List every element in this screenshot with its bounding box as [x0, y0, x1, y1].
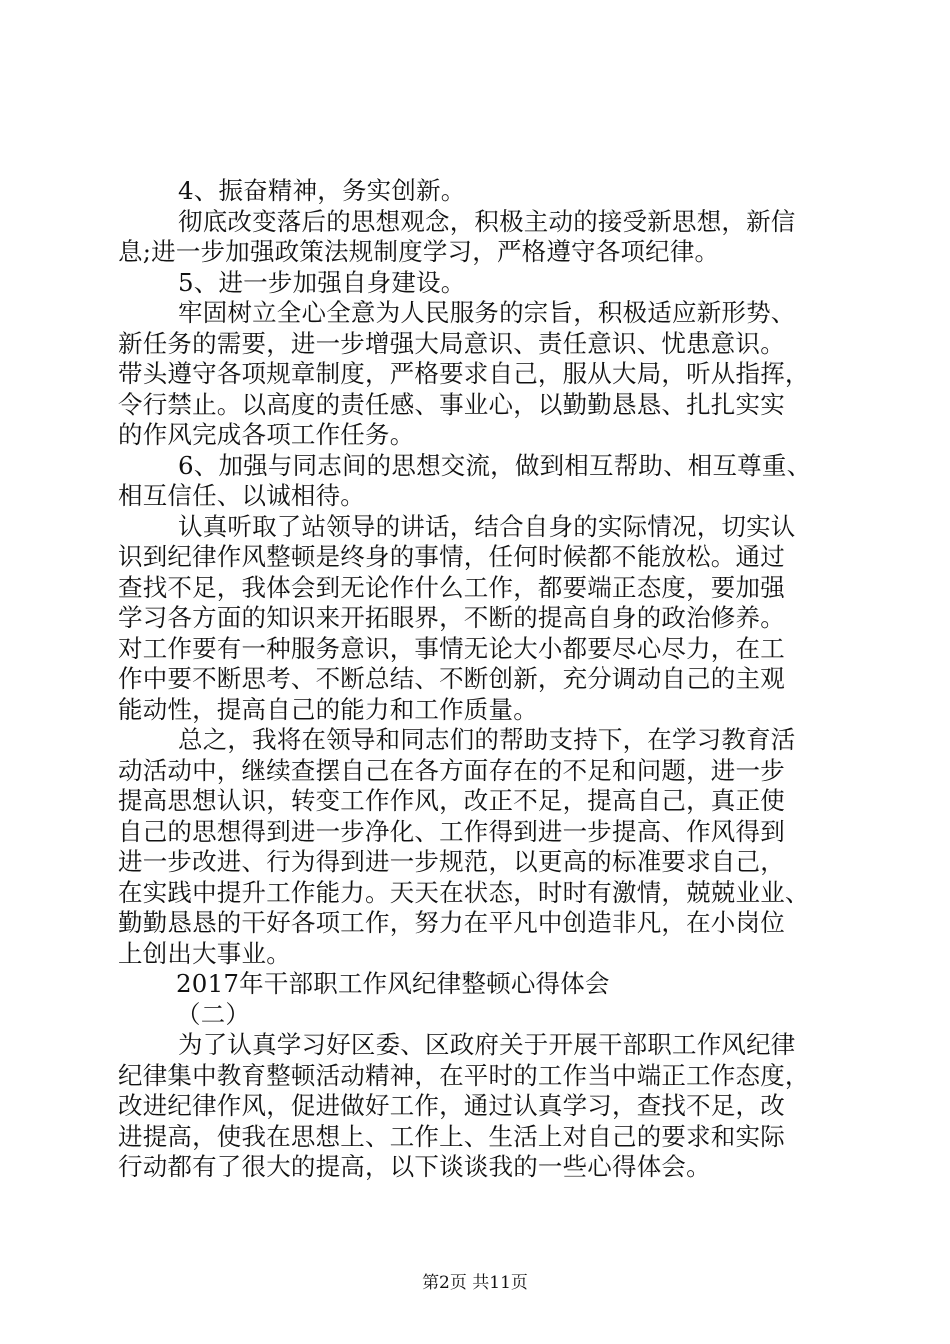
- paragraph-line: 为了认真学习好区委、区政府关于开展干部职工作风纪律: [178, 1030, 796, 1059]
- paragraph-line: 纪律集中教育整顿活动精神，在平时的工作当中端正工作态度，: [118, 1060, 810, 1090]
- paragraph-line: 识到纪律作风整顿是终身的事情，任何时候都不能放松。通过: [118, 542, 785, 571]
- paragraph-line: 在实践中提升工作能力。天天在状态，时时有激情，兢兢业业、: [118, 877, 810, 907]
- paragraph-line: 上创出大事业。: [118, 938, 291, 968]
- page-footer: 第2页 共11页: [422, 1273, 528, 1293]
- paragraph-line: 进一步改进、行为得到进一步规范，以更高的标准要求自己，: [118, 847, 785, 876]
- paragraph-line: 4、振奋精神，务实创新。: [178, 176, 466, 205]
- paragraph-line: 认真听取了站领导的讲话，结合自身的实际情况，切实认: [178, 511, 796, 541]
- section-subtitle: （二）: [176, 999, 251, 1029]
- paragraph-line: 行动都有了很大的提高，以下谈谈我的一些心得体会。: [118, 1152, 711, 1181]
- paragraph-line: 提高思想认识，转变工作作风，改正不足，提高自己，真正使: [118, 786, 785, 815]
- paragraph-line: 对工作要有一种服务意识，事情无论大小都要尽心尽力，在工: [118, 633, 785, 663]
- paragraph-line: 牢固树立全心全意为人民服务的宗旨，积极适应新形势、: [178, 298, 796, 327]
- paragraph-line: 自己的思想得到进一步净化、工作得到进一步提高、作风得到: [118, 816, 785, 846]
- paragraph-line: 彻底改变落后的思想观念，积极主动的接受新思想，新信: [178, 206, 796, 236]
- paragraph-line: 5、进一步加强自身建设。: [178, 267, 466, 297]
- paragraph-line: 勤勤恳恳的干好各项工作，努力在平凡中创造非凡，在小岗位: [118, 908, 785, 937]
- paragraph-line: 能动性，提高自己的能力和工作质量。: [118, 694, 538, 724]
- paragraph-line: 进提高，使我在思想上、工作上、生活上对自己的要求和实际: [118, 1121, 785, 1151]
- paragraph-line: 令行禁止。以高度的责任感、事业心，以勤勤恳恳、扎扎实实: [118, 389, 785, 419]
- paragraph-line: 新任务的需要，进一步增强大局意识、责任意识、忧患意识。: [118, 328, 785, 358]
- paragraph-line: 学习各方面的知识来开拓眼界，不断的提高自身的政治修养。: [118, 603, 785, 632]
- paragraph-line: 改进纪律作风，促进做好工作，通过认真学习，查找不足，改: [118, 1091, 785, 1120]
- paragraph-line: 查找不足，我体会到无论作什么工作，都要端正态度，要加强: [118, 572, 785, 602]
- section-title: 2017年干部职工作风纪律整顿心得体会: [176, 969, 610, 998]
- paragraph-line: 息;进一步加强政策法规制度学习，严格遵守各项纪律。: [118, 237, 720, 266]
- paragraph-line: 动活动中，继续查摆自己在各方面存在的不足和问题，进一步: [118, 755, 785, 785]
- paragraph-line: 的作风完成各项工作任务。: [118, 420, 415, 449]
- paragraph-line: 相互信任、以诚相待。: [118, 481, 365, 510]
- paragraph-line: 带头遵守各项规章制度，严格要求自己，服从大局，听从指挥，: [118, 359, 810, 388]
- paragraph-line: 6、加强与同志间的思想交流，做到相互帮助、相互尊重、: [178, 450, 812, 480]
- paragraph-line: 作中要不断思考、不断总结、不断创新，充分调动自己的主观: [118, 664, 785, 693]
- paragraph-line: 总之，我将在领导和同志们的帮助支持下，在学习教育活: [178, 725, 796, 754]
